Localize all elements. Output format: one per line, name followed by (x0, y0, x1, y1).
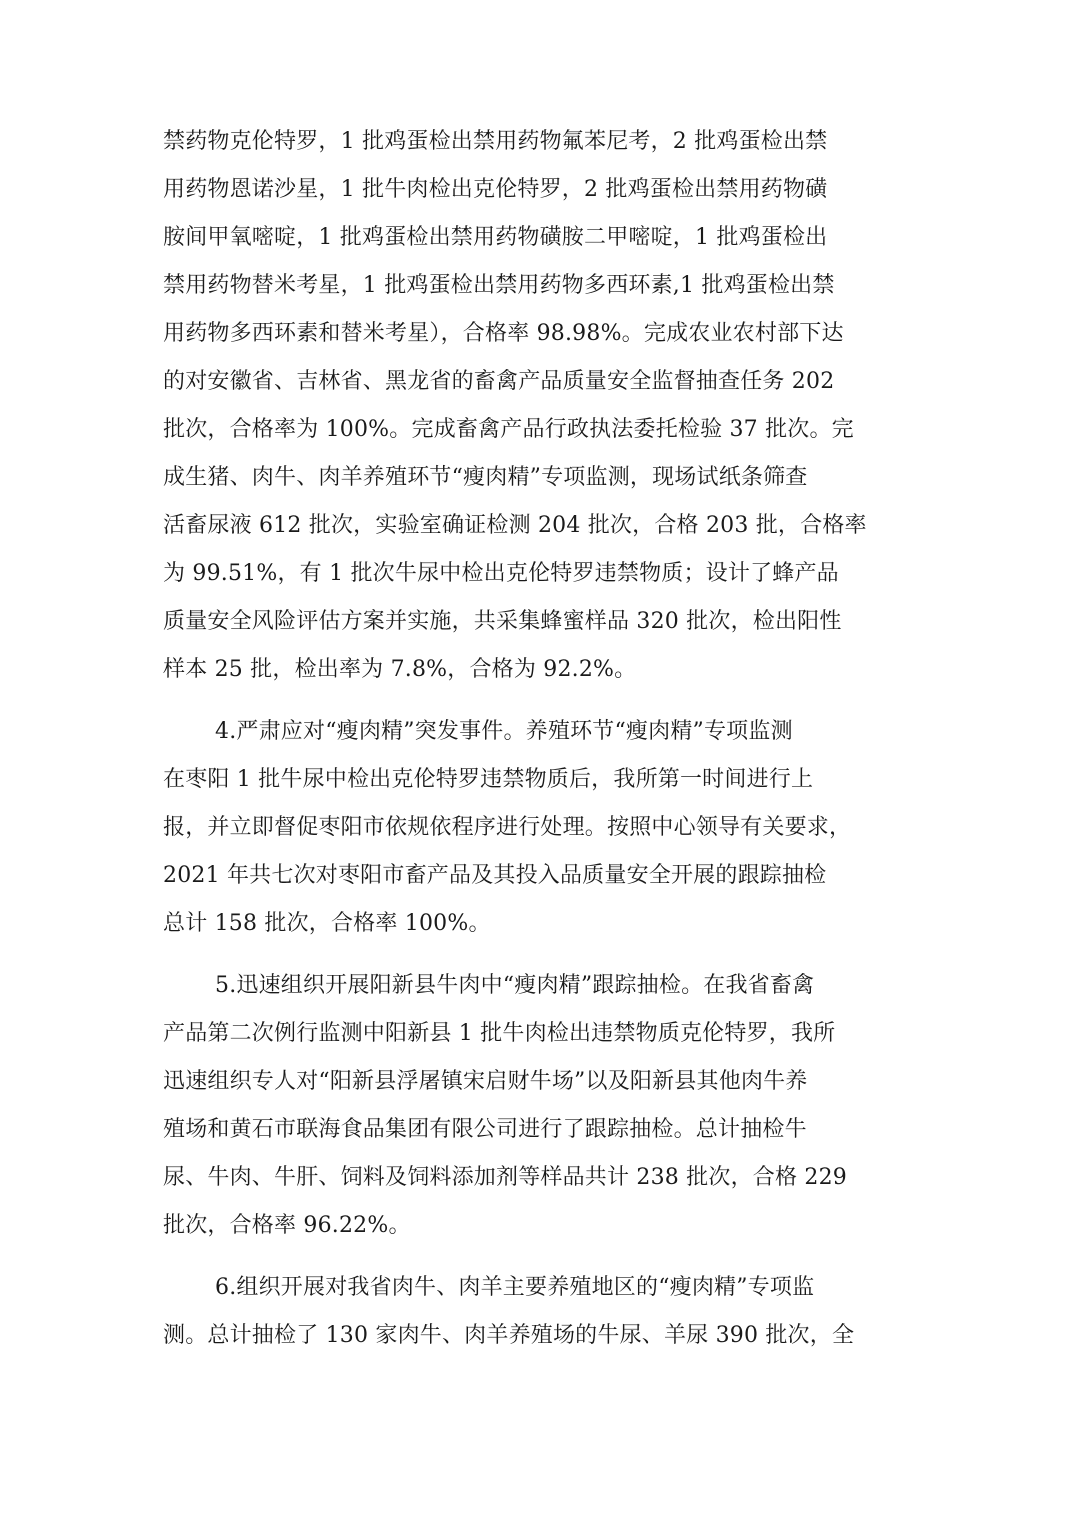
paragraph-spacing (163, 948, 911, 962)
text-line: 测。总计抽检了 130 家肉牛、肉羊养殖场的牛尿、羊尿 390 批次，全 (163, 1323, 855, 1348)
text-line: 的对安徽省、吉林省、黑龙省的畜禽产品质量安全监督抽查任务 202 (163, 369, 835, 394)
text-line: 禁药物克伦特罗，1 批鸡蛋检出禁用药物氟苯尼考，2 批鸡蛋检出禁 (163, 129, 828, 154)
text-line: 为 99.51%，有 1 批次牛尿中检出克伦特罗违禁物质；设计了蜂产品 (163, 561, 839, 586)
text-line: 殖场和黄石市联海食品集团有限公司进行了跟踪抽检。总计抽检牛 (163, 1117, 807, 1142)
paragraph-spacing (163, 694, 911, 708)
text-line: 尿、牛肉、牛肝、饲料及饲料添加剂等样品共计 238 批次，合格 229 (163, 1165, 847, 1190)
text-line: 在枣阳 1 批牛尿中检出克伦特罗违禁物质后，我所第一时间进行上 (163, 767, 814, 792)
text-line: 2021 年共七次对枣阳市畜产品及其投入品质量安全开展的跟踪抽检 (163, 863, 827, 888)
paragraph-continuation (163, 118, 911, 694)
text-line: 质量安全风险评估方案并实施，共采集蜂蜜样品 320 批次，检出阳性 (163, 609, 842, 634)
text-line: 胺间甲氧嘧啶，1 批鸡蛋检出禁用药物磺胺二甲嘧啶，1 批鸡蛋检出 (163, 225, 828, 250)
text-line: 4.严肃应对“瘦肉精”突发事件。养殖环节“瘦肉精”专项监测 (215, 719, 793, 744)
text-line: 成生猪、肉牛、肉羊养殖环节“瘦肉精”专项监测，现场试纸条筛查 (163, 465, 808, 490)
text-line: 用药物多西环素和替米考星），合格率 98.98%。完成农业农村部下达 (163, 321, 844, 346)
text-line: 批次，合格率为 100%。完成畜禽产品行政执法委托检验 37 批次。完 (163, 417, 854, 442)
text-line: 用药物恩诺沙星，1 批牛肉检出克伦特罗，2 批鸡蛋检出禁用药物磺 (163, 177, 828, 202)
text-line: 5.迅速组织开展阳新县牛肉中“瘦肉精”跟踪抽检。在我省畜禽 (215, 973, 815, 998)
text-line: 批次，合格率 96.22%。 (163, 1213, 411, 1238)
text-line: 迅速组织专人对“阳新县浮屠镇宋启财牛场”以及阳新县其他肉牛养 (163, 1069, 808, 1094)
text-line: 6.组织开展对我省肉牛、肉羊主要养殖地区的“瘦肉精”专项监 (215, 1275, 815, 1300)
text-line: 禁用药物替米考星，1 批鸡蛋检出禁用药物多西环素,1 批鸡蛋检出禁 (163, 273, 835, 298)
text-line: 产品第二次例行监测中阳新县 1 批牛肉检出违禁物质克伦特罗，我所 (163, 1021, 836, 1046)
paragraph-item-6 (163, 1264, 911, 1360)
paragraph-item-5 (163, 962, 911, 1250)
text-line: 总计 158 批次，合格率 100%。 (163, 911, 491, 936)
text-line: 活畜尿液 612 批次，实验室确证检测 204 批次，合格 203 批，合格率 (163, 513, 867, 538)
document-body (163, 118, 911, 1360)
paragraph-spacing (163, 1250, 911, 1264)
paragraph-item-4 (163, 708, 911, 948)
text-line: 报，并立即督促枣阳市依规依程序进行处理。按照中心领导有关要求， (163, 815, 852, 840)
text-line: 样本 25 批，检出率为 7.8%，合格为 92.2%。 (163, 657, 637, 682)
